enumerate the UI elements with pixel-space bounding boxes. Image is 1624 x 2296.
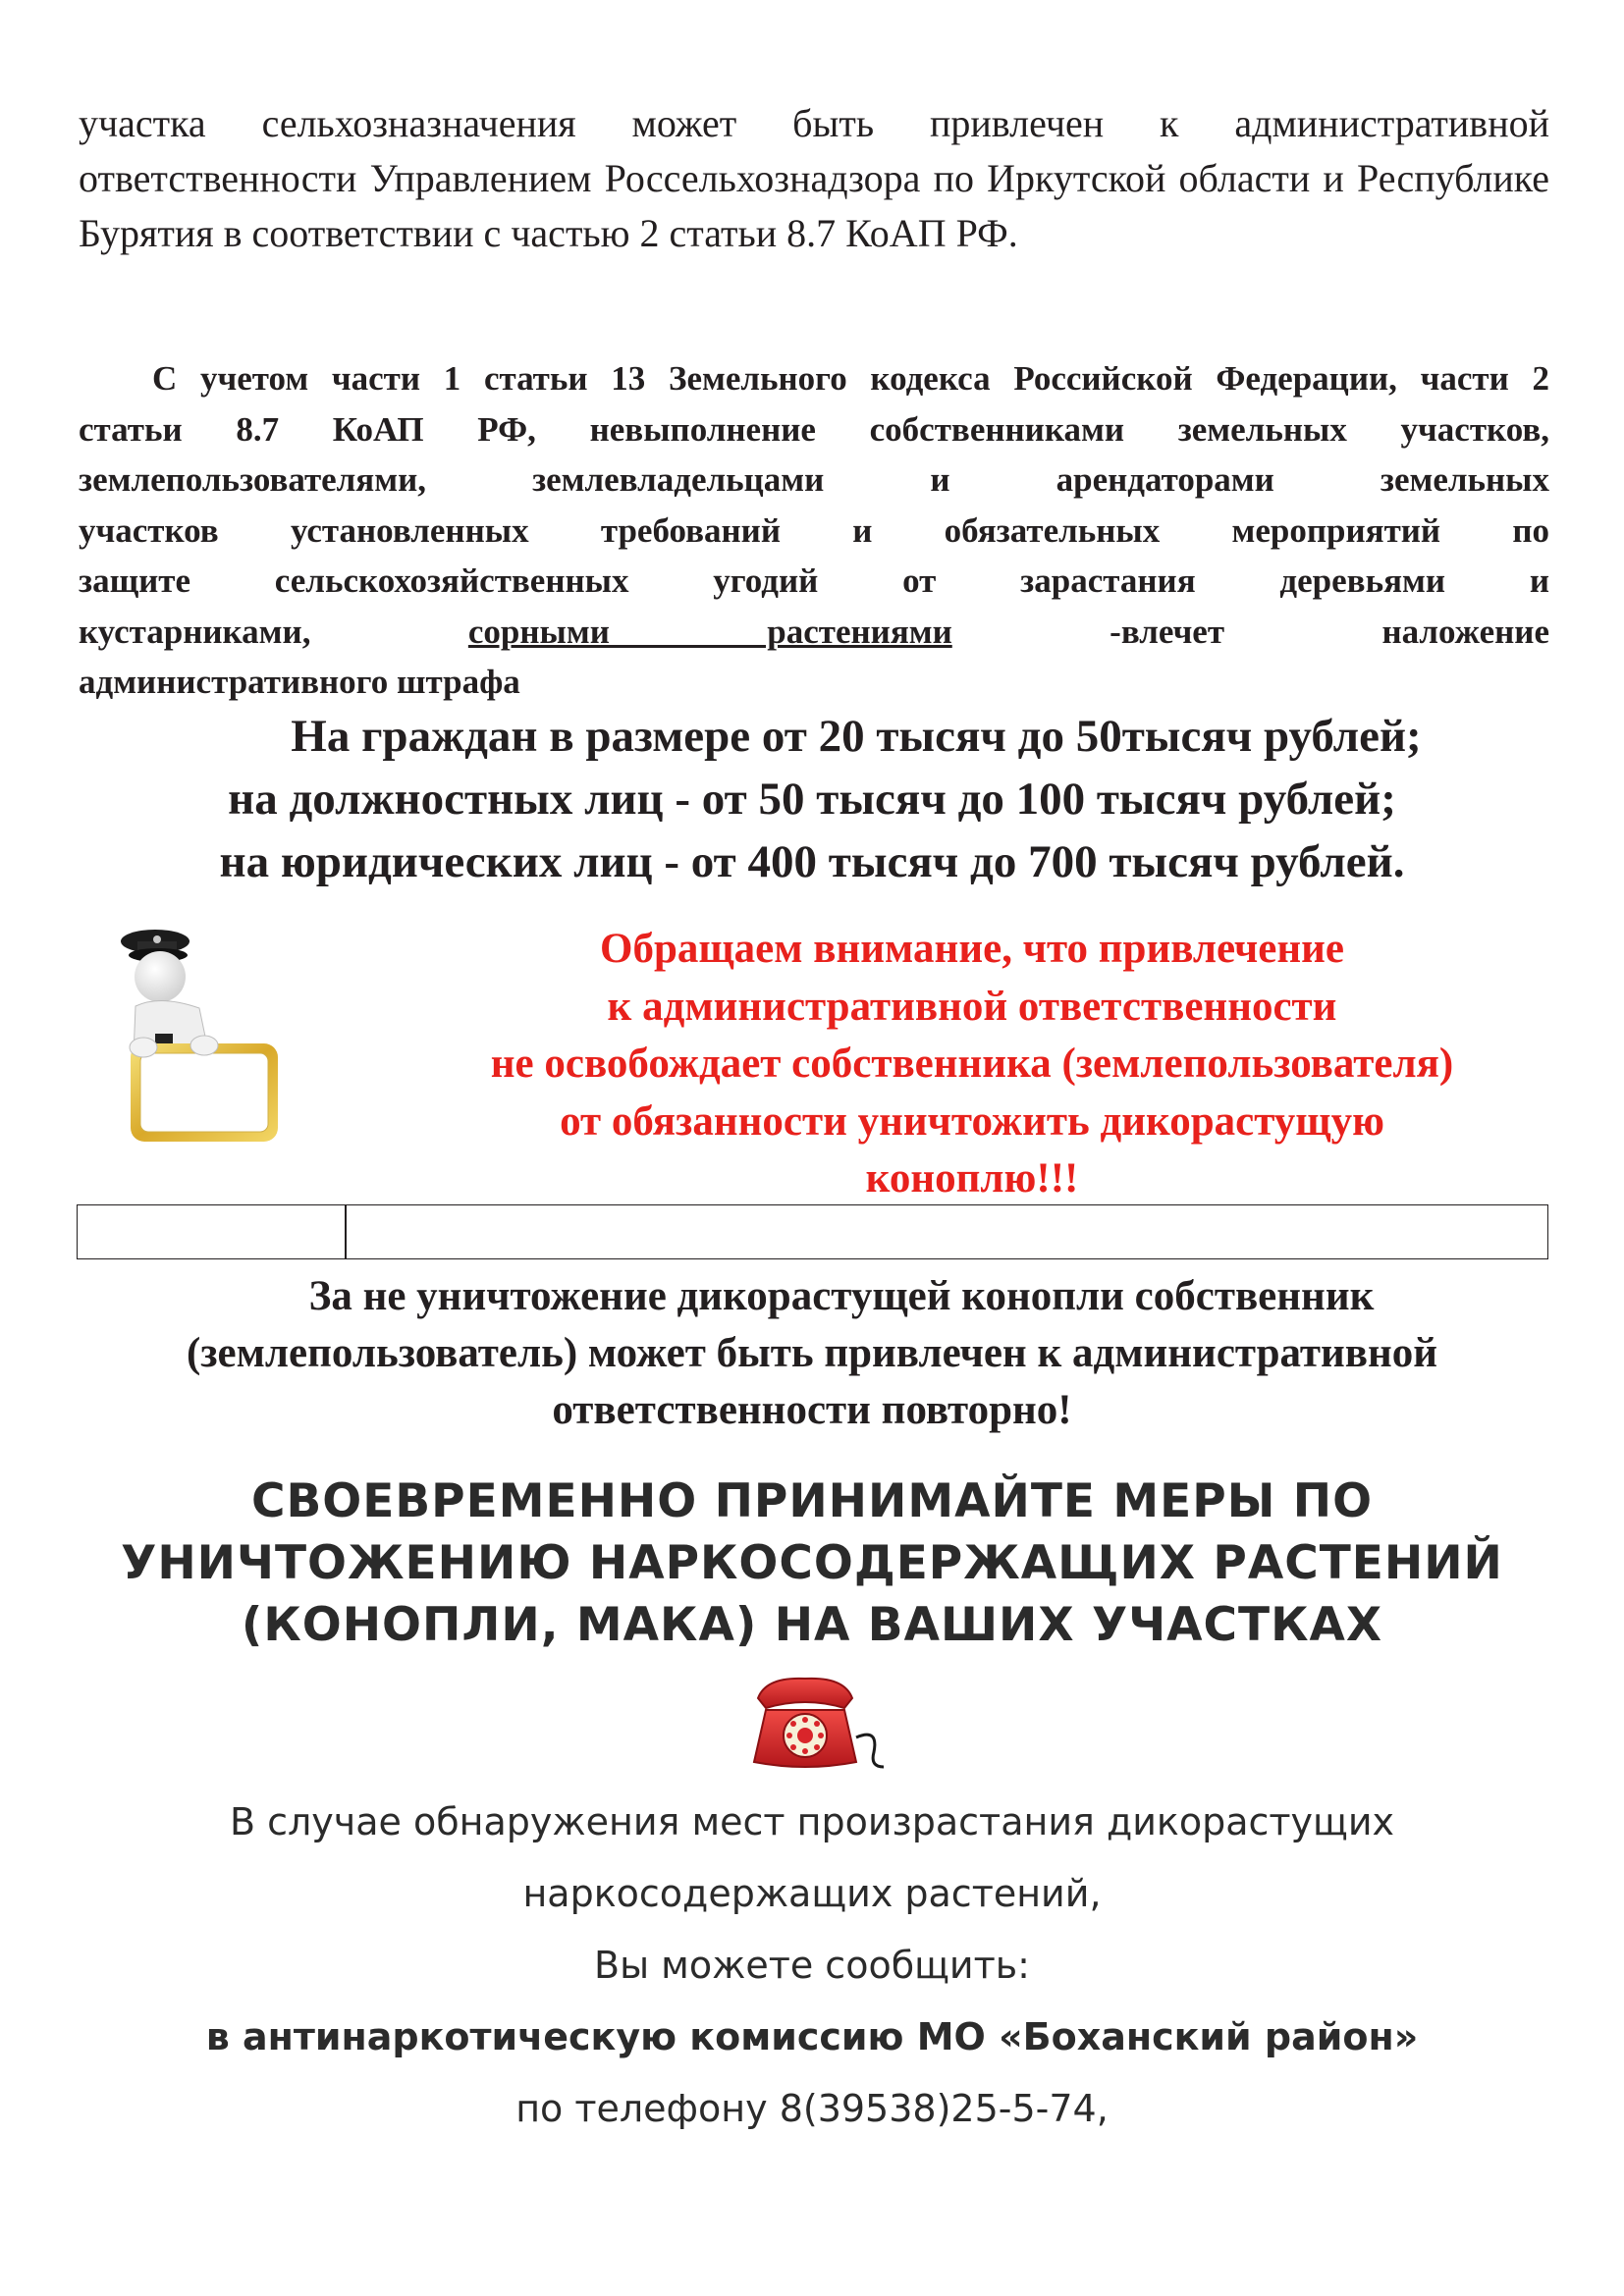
fine-officials: на должностных лиц - от 50 тысяч до 100 тысяч рублей; [228,774,1396,825]
contact-block [0,1787,1624,2145]
notice-line-2: к административной ответственности [607,983,1337,1030]
table-cell-divider [345,1205,347,1258]
fines-list [0,705,1624,893]
commission-name: в антинаркотическую комиссию МО «Боханский район» [205,2015,1419,2058]
contact-line-1: В случае обнаружения мест произрастания дикорастущих [229,1800,1395,1843]
contact-line-2: наркосодержащих растений, [522,1872,1102,1915]
legal-line-3: землепользователями, землевладельцами и арендаторами земельных [79,460,1549,499]
intro-paragraph: участка сельхозназначения может быть привлечен к административной ответственности Управлением Россельхознадзора по Иркутской области и Республике Бурятия в соответствии с частью 2 статьи 8.7 КоАП РФ. [79,101,1549,255]
police-figure-holding-sign-icon [116,918,288,1153]
contact-line-3: Вы можете сообщить: [594,1944,1030,1987]
headline-line-1: СВОЕВРЕМЕННО ПРИНИМАЙТЕ МЕРЫ ПО [250,1474,1374,1528]
notice-red [378,921,1566,1208]
repeat-line-2: (землепользователь) может быть привлечен к административной [186,1330,1438,1376]
legal-line-7: административного штрафа [79,663,520,701]
legal-line-5: защите сельскохозяйственных угодий от зарастания деревьями и [79,561,1549,600]
fine-legal-entities: на юридических лиц - от 400 тысяч до 700 тысяч рублей. [219,836,1405,887]
notice-line-3: не освобождает собственника (землепользователя) [490,1041,1454,1087]
notice-line-1: Обращаем внимание, что привлечение [600,926,1344,972]
repeat-warning [0,1268,1624,1439]
phone-number: по телефону 8(39538)25-5-74, [515,2087,1109,2130]
legal-line-6-start: кустарниками, [79,612,311,651]
headline [0,1470,1624,1656]
empty-table [77,1204,1548,1259]
repeat-line-3: ответственности повторно! [552,1387,1072,1433]
legal-paragraph [79,353,1549,708]
headline-line-3: (КОНОПЛИ, МАКА) НА ВАШИХ УЧАСТКАХ [241,1598,1383,1652]
legal-line-4: участков установленных требований и обязательных мероприятий по [79,510,1549,550]
legal-line-6-end: -влечет наложение [1110,612,1549,651]
legal-line-1: С учетом части 1 статьи 13 Земельного кодекса Российской Федерации, части 2 [152,359,1549,398]
headline-line-2: УНИЧТОЖЕНИЮ НАРКОСОДЕРЖАЩИХ РАСТЕНИЙ [121,1536,1503,1590]
notice-line-5: коноплю!!! [865,1155,1079,1201]
legal-line-6 [79,607,1549,658]
fine-citizens: На граждан в размере от 20 тысяч до 50тысяч рублей; [291,711,1422,762]
red-rotary-phone-icon [746,1669,893,1777]
notice-line-4: от обязанности уничтожить дикорастущую [560,1097,1384,1145]
underlined-phrase: сорными растениями [467,612,952,651]
legal-line-2: статьи 8.7 КоАП РФ, невыполнение собственниками земельных участков, [79,409,1549,449]
repeat-line-1: За не уничтожение дикорастущей конопли собственник [308,1273,1375,1319]
